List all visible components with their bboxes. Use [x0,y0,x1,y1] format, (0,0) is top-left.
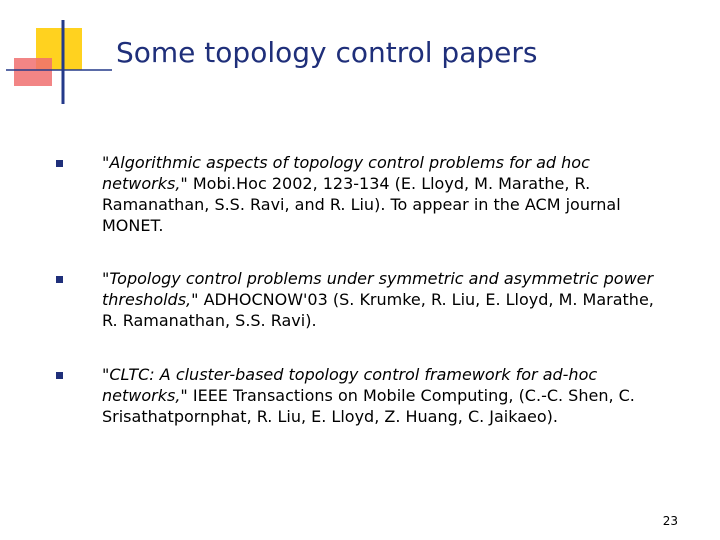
paper-title: "Algorithmic aspects of topology control problems for ad hoc networks," [102,153,590,193]
paper-details: Mobi.Hoc 2002, 123-134 (E. Lloyd, M. Marathe, R. Ramanathan, S.S. Ravi, and R. Liu). To appear in the ACM journal MONET. [102,174,621,235]
paper-details: ADHOCNOW'03 (S. Krumke, R. Liu, E. Lloyd, M. Marathe, R. Ramanathan, S.S. Ravi). [102,290,654,330]
paper-details: IEEE Transactions on Mobile Computing, (C.-C. Shen, C. Srisathatpornphat, R. Liu, E. Lloyd, Z. Huang, C. Jaikaeo). [102,386,635,426]
slide-title: Some topology control papers [116,36,538,69]
bullet-square-icon [56,372,63,379]
bullet-square-icon [56,276,63,283]
bullet-square-icon [56,160,63,167]
bullet-text [102,268,672,331]
paper-title: "Topology control problems under symmetric and asymmetric power thresholds," [102,269,654,309]
bullet-text [102,152,672,236]
bullet-text [102,364,672,427]
page-number: 23 [662,514,678,528]
paper-title: "CLTC: A cluster-based topology control framework for ad-hoc networks," [102,365,598,405]
